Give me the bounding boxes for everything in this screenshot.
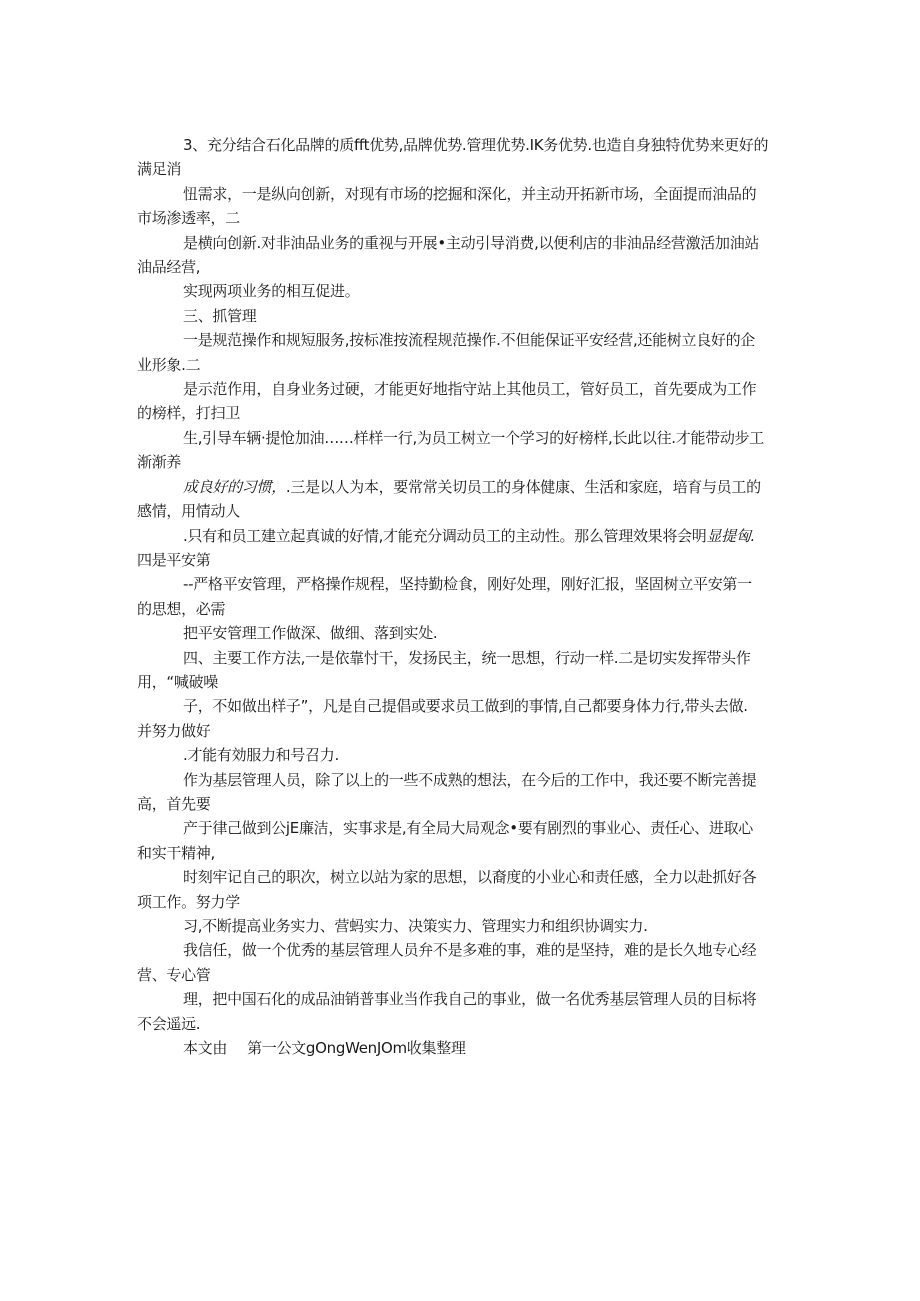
paragraph-line: 并努力做好 (137, 721, 211, 740)
paragraph-line: 用，“喊破噪 (137, 672, 218, 691)
paragraph-line: 把平安管理工作做深、做细、落到实处. (183, 624, 438, 643)
paragraph-line: 实现两项业务的相互促进。 (183, 282, 360, 301)
paragraph-line: 项工作。努力学 (137, 892, 240, 911)
paragraph-line: 习,不断提高业务实力、营蚂实力、决策实力、管理实力和组织协调实力. (183, 917, 648, 935)
paragraph-line: 是横向创新.对非油品业务的重视与开展•主动引导消费,以便利店的非油品经营激活加油站 (183, 233, 760, 252)
paragraph-line: 忸需求，一是纵向创新，对现有市场的挖掘和深化，并主动开拓新市场，全面提而油品的 (183, 184, 757, 203)
paragraph-line: 生,引导车辆·提怆加油……样样一行,为员工树立一个学习的好榜样,长此以往.才能带动步工 (183, 428, 764, 447)
paragraph-line: 我信任，做一个优秀的基层管理人员弁不是多难的事，难的是坚持，难的是长久地专心经 (183, 941, 757, 960)
paragraph-line: 感情，用情动人 (137, 502, 240, 521)
paragraph-line: 业形象.二 (137, 355, 201, 374)
paragraph-line: .才能有効服力和号召力. (183, 746, 339, 765)
paragraph-line: --严格平安管理，严格操作规程，坚持勤检食，刚好处理，刚好汇报，坚固树立平安第一 (183, 575, 752, 594)
footer-source: 第一公文gOngWenJOm收集整理 (247, 1039, 466, 1058)
paragraph-line: 渐渐养 (137, 453, 182, 472)
footer-prefix: 本文由 (183, 1039, 228, 1058)
paragraph-line: 的榜样，打扫卫 (137, 404, 240, 423)
paragraph-line: 不会遥远. (137, 1014, 201, 1033)
paragraph-line: 产于律己做到公jE廉洁，实事求是,有全局大局观念•要有剧烈的事业心、责任心、进取心 (183, 819, 753, 838)
italic-text: 显提匈. (706, 526, 756, 545)
paragraph-line: 子，不如做出样子”，凡是自己提倡或要求员工做到的事情,自己都要身体力行,带头去做. (183, 697, 748, 716)
paragraph-line: 和实干精神, (137, 843, 215, 862)
line-text: .三是以人为本，要常常关切员工的身体健康、生活和家庭，培育与员工的 (285, 477, 761, 496)
italic-text: 成良好的习惯， (183, 477, 286, 496)
paragraph-line: 理，把中国石化的成品油销普事业当作我自己的事业，做一名优秀基层管理人员的目标将 (183, 990, 757, 1009)
paragraph-line: 高，首先要 (137, 794, 211, 813)
paragraph-line: 四是平安第 (137, 550, 211, 569)
paragraph-line: 营、专心管 (137, 965, 211, 984)
section-heading: 四、主要工作方法,一是依靠忖干，发扬民主，统一思想，行动一样.二是切实发挥带头作 (183, 648, 751, 667)
paragraph-line: 是示范作用，自身业务过硬，才能更好地指守站上其他员工，管好员工，首先要成为工作 (183, 380, 757, 399)
paragraph-line: 的思想，必需 (137, 599, 226, 618)
paragraph-line: 满足消 (137, 160, 182, 179)
line-text: .只有和员工建立起真诚的好情,才能充分调动员工的主动性。那么管理效果将会明 (183, 526, 707, 545)
paragraph-line: 油品经营, (137, 258, 201, 277)
paragraph-line (137, 524, 787, 548)
paragraph-line: 作为基层管理人员，除了以上的一些不成熟的想法，在今后的工作中，我还要不断完善提 (183, 770, 757, 789)
document-body (137, 133, 787, 1060)
paragraph-line: 时刻牢记自己的职次，树立以站为家的思想，以裔度的小业心和责任感，全力以赴抓好各 (183, 868, 757, 887)
paragraph-line: 3、充分结合石化品牌的质fft优势,品牌优势.管理优势.IK务优势.也造自身独特优势来更好的 (183, 136, 769, 154)
section-heading: 三、抓管理 (183, 306, 257, 325)
paragraph-line: 市场渗透率，二 (137, 209, 240, 228)
paragraph-line: 一是规范操作和规短服务,按标准按流程规范操作.不但能保证平安经营,还能树立良好的企 (183, 331, 756, 350)
source-footer (137, 1036, 787, 1060)
paragraph-line (137, 475, 787, 499)
